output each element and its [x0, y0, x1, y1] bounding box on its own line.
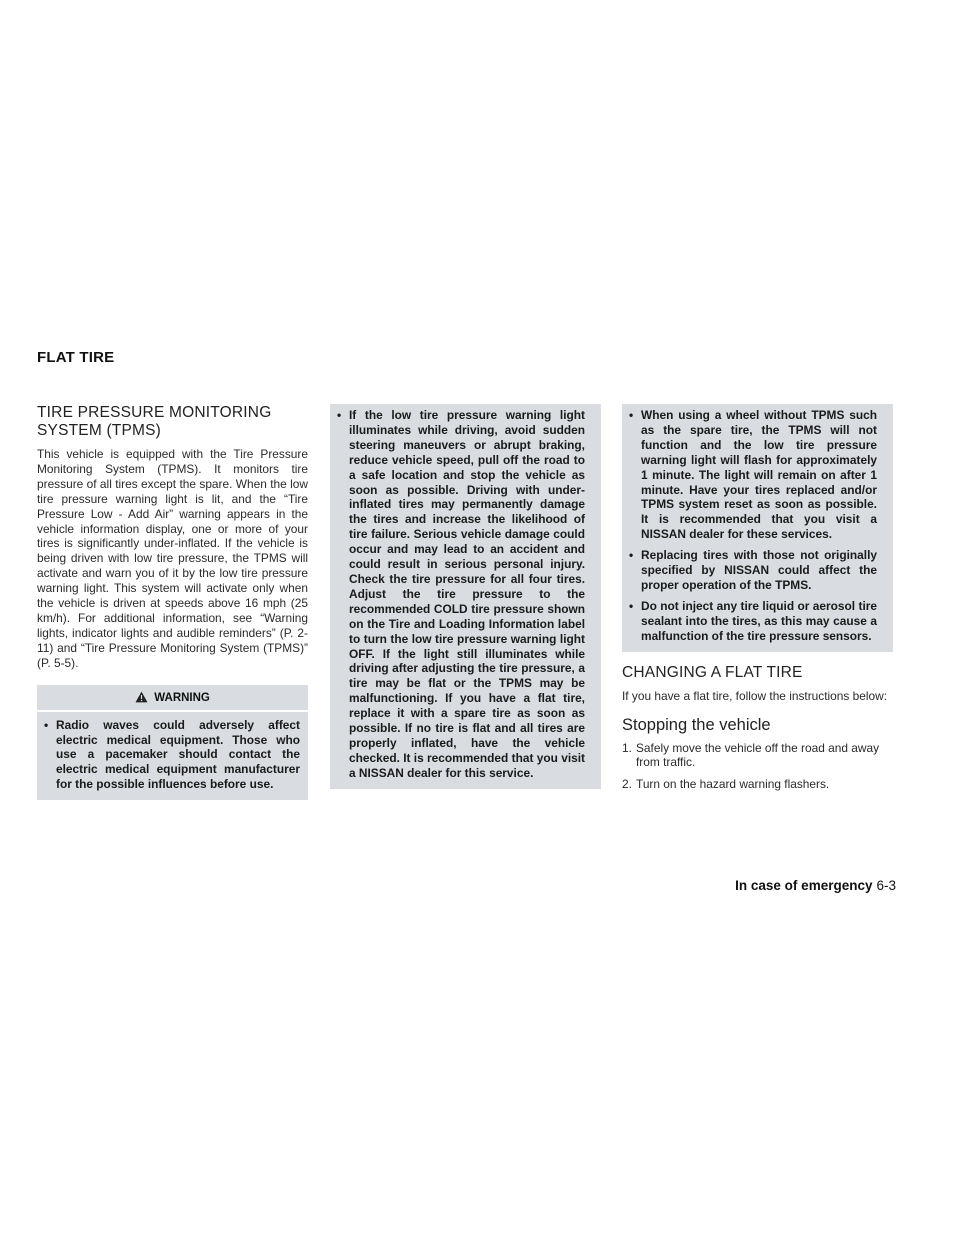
step-text: Turn on the hazard warning flashers. [636, 777, 830, 792]
warning-label: WARNING [154, 691, 210, 704]
bullet: • [337, 408, 342, 422]
step-text: Safely move the vehicle off the road and away from traffic. [636, 740, 880, 770]
section-header: FLAT TIRE [37, 349, 115, 366]
changing-tire-intro: If you have a flat tire, follow the instructions below: [622, 688, 888, 703]
column-1 [37, 404, 308, 800]
column-2 [330, 404, 601, 789]
warning-header [37, 685, 308, 712]
list-item [622, 741, 893, 771]
warning-box-continued [622, 404, 893, 652]
bullet: • [629, 408, 634, 422]
warning-item-text: Do not inject any tire liquid or aerosol tire sealant into the tires, as this may cause a malfunction of the tire pressure sensors. [641, 598, 877, 643]
warning-item-text: If the low tire pressure warning light illuminates while driving, avoid sudden steering maneuvers or abrupt braking, reduce vehicle speed, pull off the road to a safe location and stop the vehicle as soon as possible. Driving with under-inflated tires may permanently damage the tires and increase the likelihood of tire failure. Serious vehicle damage could occur and may lead to an accident and could result in serious personal injury. Check the tire pressure for all four tires. Adjust the tire pressure to the recommended COLD tire pressure shown on the Tire and Loading Information label to turn the low tire pressure warning light OFF. If the light still illuminates while driving after adjusting the tire pressure, a tire may be flat or the TPMS may be malfunctioning. If you have a flat tire, replace it with a spare tire as soon as possible. If no tire is flat and all tires are properly inflated, have the vehicle checked. It is recommended that you visit a NISSAN dealer for this service. [349, 408, 585, 780]
warning-item-text: Replacing tires with those not originally specified by NISSAN could affect the proper operation of the TPMS. [641, 548, 877, 592]
tpms-intro-paragraph: This vehicle is equipped with the Tire Pressure Monitoring System (TPMS). It monitors tire pressure of all tires except the spare. When the low tire pressure warning light is lit, and the “Tire Pressure Low - Add Air” warning appears in the vehicle information display, one or more of your tires is significantly under-inflated. If the vehicle is being driven with low tire pressure, the TPMS will activate and warn you of it by the low tire pressure warning light. This system will activate only when the vehicle is driven at speeds above 16 mph (25 km/h). For additional information, see “Warning lights, indicator lights and audible reminders” (P. 2-11) and “Tire Pressure Monitoring System (TPMS)” (P. 5-5). [37, 447, 308, 670]
warning-item-text: Radio waves could adversely affect electric medical equipment. Those who use a pacemaker should contact the electric medical equipment manufacturer for the possible influences before use. [56, 717, 300, 792]
warning-box-continued [330, 404, 601, 789]
step-number: 2. [622, 777, 632, 792]
warning-item [622, 599, 885, 644]
stopping-vehicle-heading: Stopping the vehicle [622, 715, 771, 734]
warning-item-text: When using a wheel without TPMS such as the spare tire, the TPMS will not function and the low tire pressure warning light will flash for approximately 1 minute. The light will remain on after 1 minute. Have your tires replaced and/or TPMS system reset as soon as possible. It is recommended that you visit a NISSAN dealer for these services. [641, 408, 877, 542]
column-3 [622, 404, 893, 799]
step-number: 1. [622, 740, 632, 755]
bullet: • [629, 548, 634, 563]
stopping-steps-list [622, 741, 893, 793]
chapter-title: In case of emergency [735, 878, 873, 893]
warning-triangle-icon [135, 692, 154, 704]
bullet: • [44, 717, 49, 732]
list-item [622, 777, 893, 792]
bullet: • [629, 598, 634, 613]
warning-item [330, 408, 593, 781]
warning-item [622, 408, 885, 542]
warning-item [622, 548, 885, 593]
page-number: 6-3 [876, 878, 896, 893]
warning-item [37, 718, 308, 793]
page-footer [735, 878, 896, 893]
warning-box [37, 685, 308, 801]
changing-tire-heading: CHANGING A FLAT TIRE [622, 663, 803, 681]
tpms-heading: TIRE PRESSURE MONITORING SYSTEM (TPMS) [37, 404, 272, 439]
